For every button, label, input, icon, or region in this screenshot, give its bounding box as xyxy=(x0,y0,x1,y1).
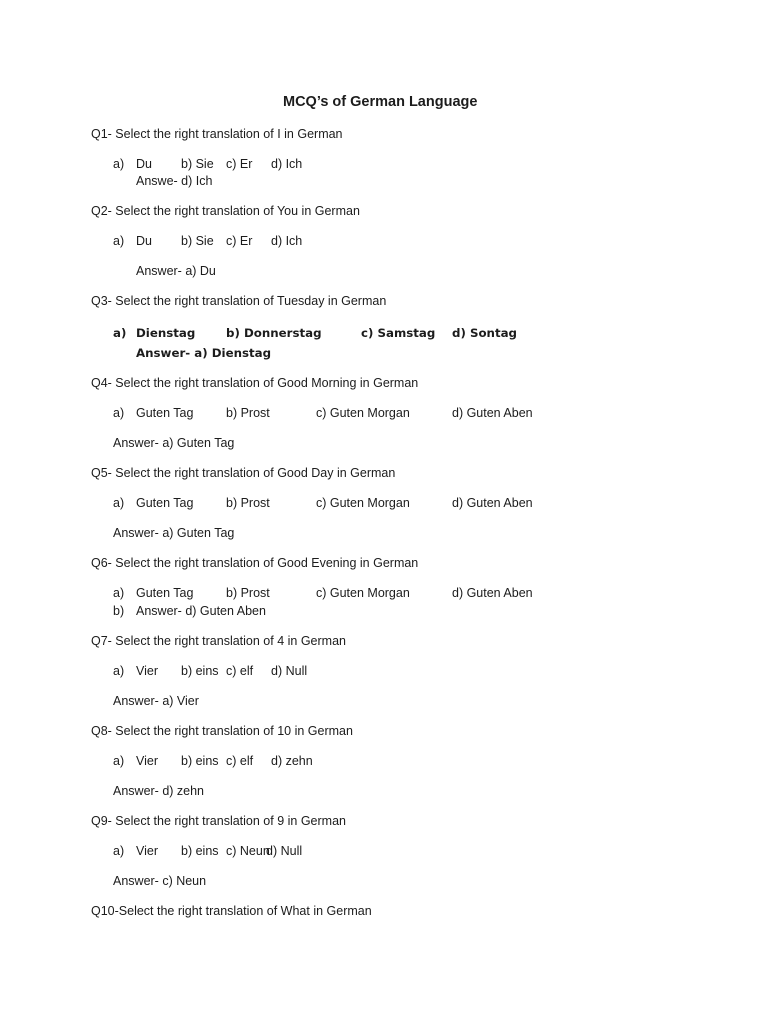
question-7: Q7- Select the right translation of 4 in German xyxy=(91,634,346,648)
q6-option-b: b) Prost xyxy=(226,586,270,600)
q6-option-label-a: a) xyxy=(113,586,125,600)
q4-option-a: Guten Tag xyxy=(136,406,194,420)
question-3: Q3- Select the right translation of Tuesday in German xyxy=(91,294,387,308)
document-title: MCQ’s of German Language xyxy=(283,94,478,110)
question-2: Q2- Select the right translation of You in German xyxy=(91,204,360,218)
q8-option-a: Vier xyxy=(136,754,159,768)
question-5: Q5- Select the right translation of Good Day in German xyxy=(91,466,396,480)
q2-answer: Answer- a) Du xyxy=(136,264,216,278)
q6-answer-prefix: b) xyxy=(113,604,125,618)
q9-answer: Answer- c) Neun xyxy=(113,874,207,888)
q3-option-a: Dienstag xyxy=(136,326,196,340)
q9-option-c: c) Neun xyxy=(226,844,270,858)
question-6: Q6- Select the right translation of Good Evening in German xyxy=(91,556,419,570)
q5-answer: Answer- a) Guten Tag xyxy=(113,526,235,540)
q1-option-c: c) Er xyxy=(226,157,253,171)
q8-option-label-a: a) xyxy=(113,754,125,768)
q7-option-b: b) eins xyxy=(181,664,219,678)
q5-option-b: b) Prost xyxy=(226,496,270,510)
q3-option-b: b) Donnerstag xyxy=(226,326,322,340)
q5-option-label-a: a) xyxy=(113,496,125,510)
q6-option-c: c) Guten Morgan xyxy=(316,586,410,600)
q8-option-b: b) eins xyxy=(181,754,219,768)
question-1: Q1- Select the right translation of I in German xyxy=(91,127,343,141)
q7-answer: Answer- a) Vier xyxy=(113,694,199,708)
q3-answer: Answer- a) Dienstag xyxy=(136,346,272,360)
q3-option-d: d) Sontag xyxy=(452,326,517,340)
question-10: Q10-Select the right translation of What in German xyxy=(91,904,372,918)
q9-option-d: d) Null xyxy=(266,844,303,858)
q6-option-d: d) Guten Aben xyxy=(452,586,533,600)
q1-option-d: d) Ich xyxy=(271,157,303,171)
q4-answer: Answer- a) Guten Tag xyxy=(113,436,235,450)
q5-option-d: d) Guten Aben xyxy=(452,496,533,510)
q1-option-b: b) Sie xyxy=(181,157,214,171)
q7-option-d: d) Null xyxy=(271,664,308,678)
q2-option-label-a: a) xyxy=(113,234,125,248)
q5-option-a: Guten Tag xyxy=(136,496,194,510)
q2-option-b: b) Sie xyxy=(181,234,214,248)
q4-option-label-a: a) xyxy=(113,406,125,420)
q2-option-d: d) Ich xyxy=(271,234,303,248)
q7-option-label-a: a) xyxy=(113,664,125,678)
q4-option-c: c) Guten Morgan xyxy=(316,406,410,420)
q1-answer: Answe- d) Ich xyxy=(136,174,213,188)
q6-answer: Answer- d) Guten Aben xyxy=(136,604,266,618)
q8-answer: Answer- d) zehn xyxy=(113,784,205,798)
q2-option-c: c) Er xyxy=(226,234,253,248)
q7-option-c: c) elf xyxy=(226,664,254,678)
q8-option-c: c) elf xyxy=(226,754,254,768)
q3-option-c: c) Samstag xyxy=(361,326,436,340)
q7-option-a: Vier xyxy=(136,664,159,678)
q5-option-c: c) Guten Morgan xyxy=(316,496,410,510)
q2-option-a: Du xyxy=(136,234,152,248)
q1-option-a: Du xyxy=(136,157,152,171)
question-8: Q8- Select the right translation of 10 in German xyxy=(91,724,353,738)
q1-option-label-a: a) xyxy=(113,157,125,171)
question-4: Q4- Select the right translation of Good Morning in German xyxy=(91,376,419,390)
q9-option-label-a: a) xyxy=(113,844,125,858)
q4-option-b: b) Prost xyxy=(226,406,270,420)
question-9: Q9- Select the right translation of 9 in German xyxy=(91,814,346,828)
q6-option-a: Guten Tag xyxy=(136,586,194,600)
q3-option-label-a: a) xyxy=(113,326,127,340)
q4-option-d: d) Guten Aben xyxy=(452,406,533,420)
q8-option-d: d) zehn xyxy=(271,754,313,768)
q9-option-a: Vier xyxy=(136,844,159,858)
q9-option-b: b) eins xyxy=(181,844,219,858)
